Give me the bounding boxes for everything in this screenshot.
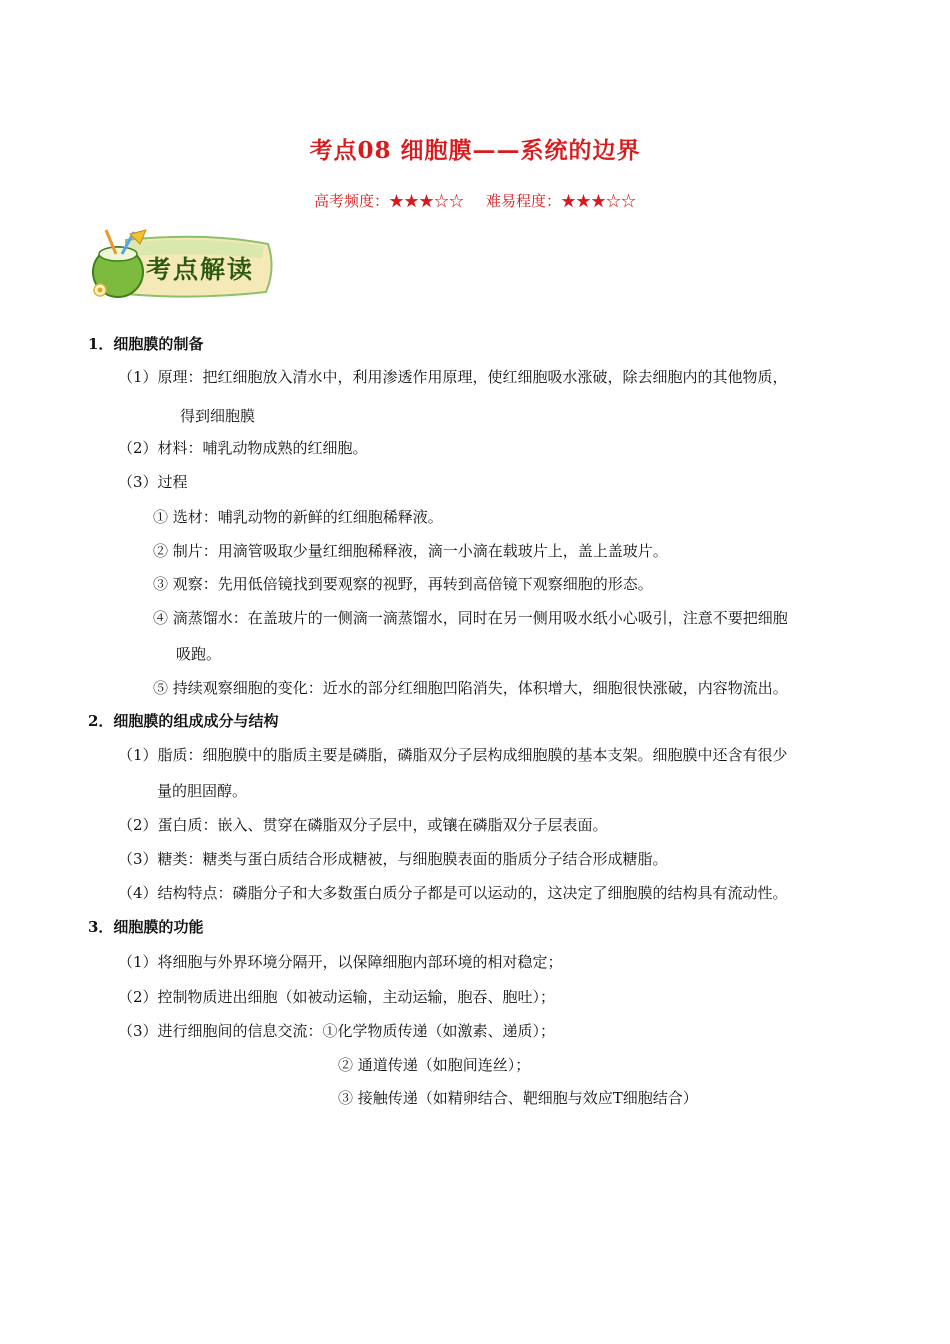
- paragraph-line: ① 选材：哺乳动物的新鲜的红细胞稀释液。: [153, 508, 443, 526]
- paragraph-line: ② 制片：用滴管吸取少量红细胞稀释液，滴一小滴在载玻片上，盖上盖玻片。: [153, 542, 668, 560]
- rating-line: [0, 190, 950, 211]
- paragraph-line: ② 通道传递（如胞间连丝）；: [338, 1056, 531, 1074]
- paragraph-line: （1）原理：把红细胞放入清水中，利用渗透作用原理，使红细胞吸水涨破，除去细胞内的其他物质，: [118, 368, 788, 386]
- paragraph-line: ③ 观察：先用低倍镜找到要观察的视野，再转到高倍镜下观察细胞的形态。: [153, 575, 653, 593]
- section-heading: 3．细胞膜的功能: [88, 918, 204, 936]
- section-badge: [86, 228, 276, 304]
- paragraph-line: （3）过程: [118, 473, 188, 491]
- paragraph-line: （2）蛋白质：嵌入、贯穿在磷脂双分子层中，或镶在磷脂双分子层表面。: [118, 816, 608, 834]
- paragraph-line: （3）进行细胞间的信息交流：①化学物质传递（如激素、递质）；: [118, 1022, 556, 1040]
- paragraph-line: （1）脂质：细胞膜中的脂质主要是磷脂，磷脂双分子层构成细胞膜的基本支架。细胞膜中还含有很少: [118, 746, 788, 764]
- section-heading: 2．细胞膜的组成成分与结构: [88, 712, 279, 730]
- paragraph-line: 得到细胞膜: [180, 407, 256, 425]
- paragraph-line: 量的胆固醇。: [157, 782, 248, 800]
- paragraph-line: （1）将细胞与外界环境分隔开，以保障细胞内部环境的相对稳定；: [118, 953, 563, 971]
- paragraph-line: ③ 接触传递（如精卵结合、靶细胞与效应T细胞结合）: [338, 1089, 698, 1107]
- paragraph-line: 吸跑。: [176, 645, 222, 663]
- paragraph-line: （2）控制物质进出细胞（如被动运输，主动运输，胞吞、胞吐）；: [118, 988, 556, 1006]
- section-heading: 1．细胞膜的制备: [88, 335, 204, 353]
- paragraph-line: ⑤ 持续观察细胞的变化：近水的部分红细胞凹陷消失，体积增大，细胞很快涨破，内容物流出。: [153, 679, 788, 697]
- paragraph-line: ④ 滴蒸馏水：在盖玻片的一侧滴一滴蒸馏水，同时在另一侧用吸水纸小心吸引，注意不要把细胞: [153, 609, 788, 627]
- page-title: 考点08 细胞膜——系统的边界: [309, 137, 641, 164]
- paragraph-line: （3）糖类：糖类与蛋白质结合形成糖被，与细胞膜表面的脂质分子结合形成糖脂。: [118, 850, 668, 868]
- paragraph-line: （4）结构特点：磷脂分子和大多数蛋白质分子都是可以运动的，这决定了细胞膜的结构具有流动性。: [118, 884, 788, 902]
- paragraph-line: （2）材料：哺乳动物成熟的红细胞。: [118, 439, 368, 457]
- exam-frequency: 高考频度：★★★☆☆: [313, 192, 464, 210]
- badge-label: 考点解读: [146, 255, 255, 284]
- difficulty-level: 难易程度：★★★☆☆: [486, 192, 637, 210]
